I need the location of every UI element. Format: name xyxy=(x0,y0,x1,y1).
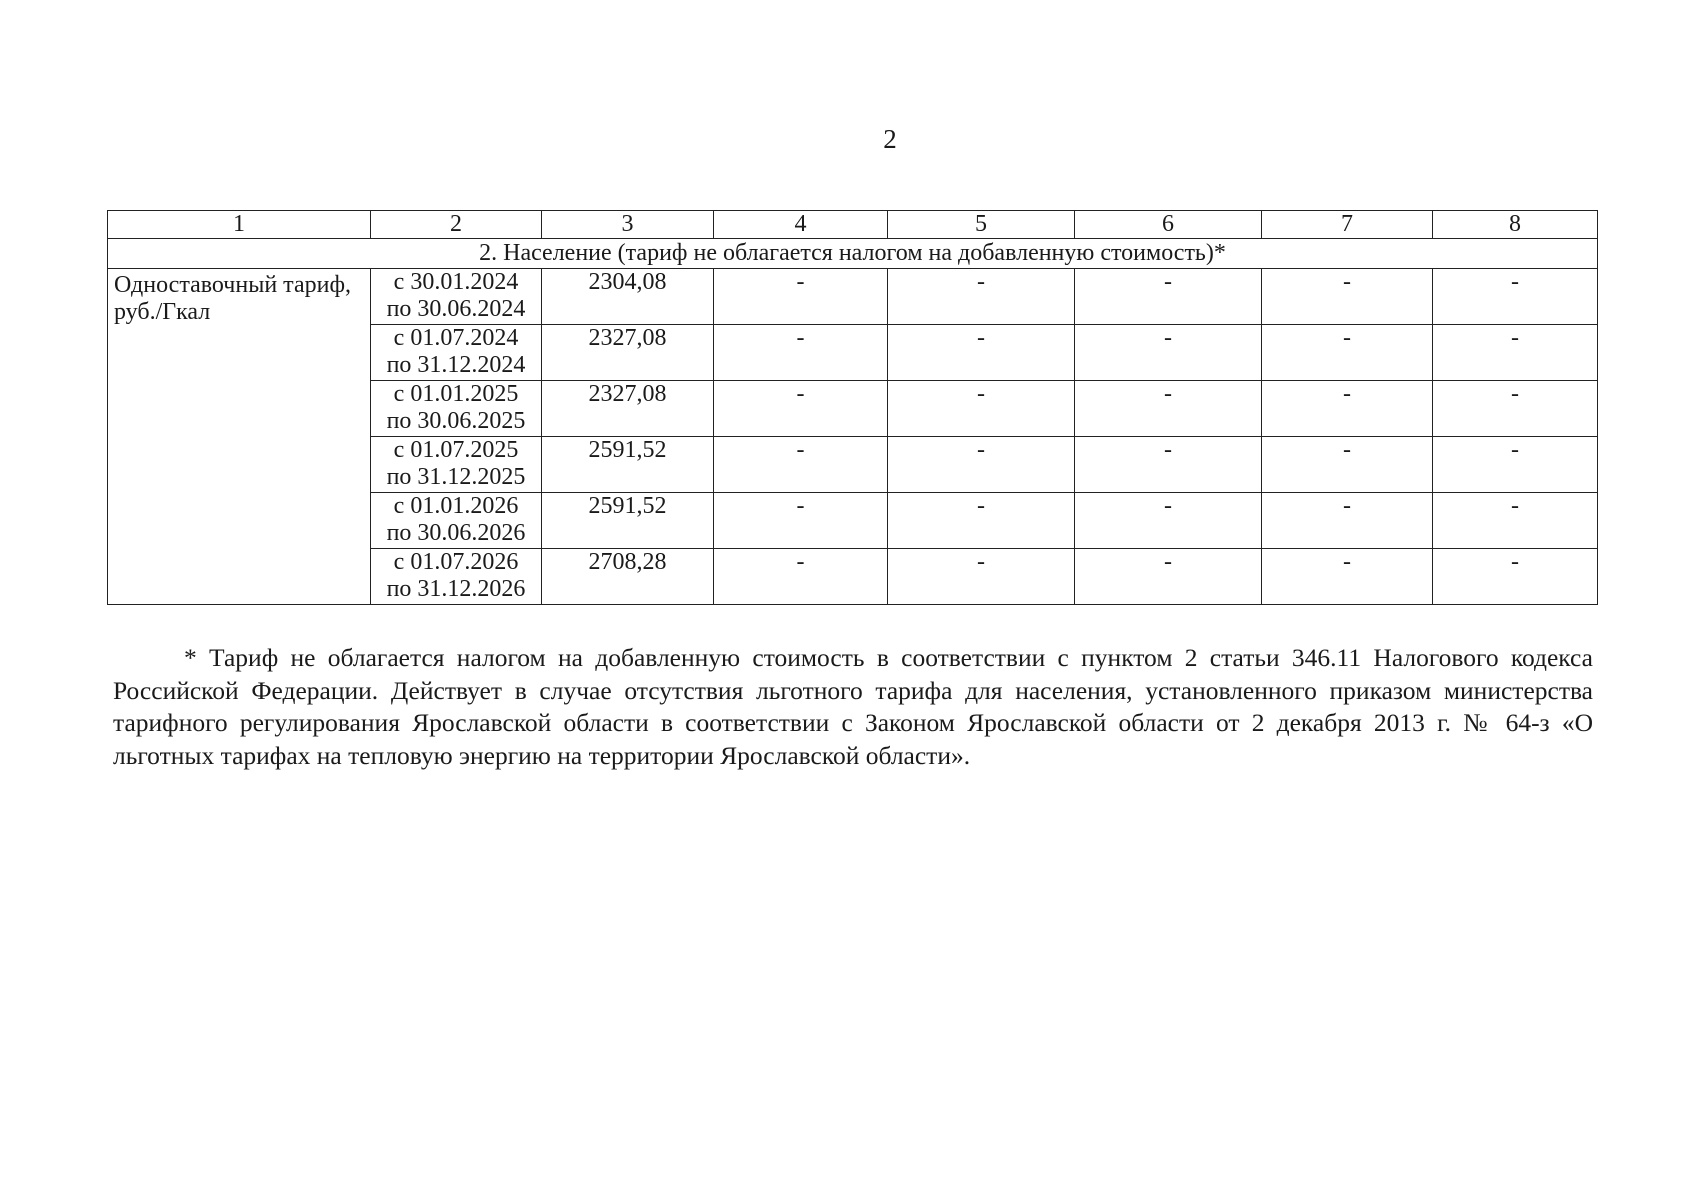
tariff-value-cell: 2591,52 xyxy=(542,437,714,493)
dash-cell: - xyxy=(1262,493,1433,549)
dash-cell: - xyxy=(1075,269,1262,325)
dash-cell: - xyxy=(1075,549,1262,605)
period-to: по 31.12.2026 xyxy=(386,576,526,602)
period-from: с 01.07.2024 xyxy=(393,325,519,351)
dash-cell: - xyxy=(1433,381,1598,437)
dash-cell: - xyxy=(888,493,1075,549)
period-cell xyxy=(371,381,542,437)
period-from: с 01.01.2025 xyxy=(393,381,519,407)
period-cell xyxy=(371,325,542,381)
tariff-value-cell: 2327,08 xyxy=(542,325,714,381)
dash-cell: - xyxy=(1433,325,1598,381)
period-cell xyxy=(371,437,542,493)
section-title: 2. Население (тариф не облагается налогом на добавленную стоимость)* xyxy=(108,239,1598,269)
period-to: по 30.06.2026 xyxy=(386,520,526,546)
tariff-value-cell: 2591,52 xyxy=(542,493,714,549)
period-from: с 01.07.2025 xyxy=(393,437,519,463)
dash-cell: - xyxy=(888,549,1075,605)
dash-cell: - xyxy=(888,381,1075,437)
dash-cell: - xyxy=(714,381,888,437)
dash-cell: - xyxy=(888,269,1075,325)
dash-cell: - xyxy=(1262,269,1433,325)
footnote: * Тариф не облагается налогом на добавленную стоимость в соответствии с пунктом 2 статьи 346.11 Налогового кодекса Российской Федерации. Действует в случае отсутствия льготного тарифа для населения, установленного приказом министерства тарифного регулирования Ярославской области в соответствии с Законом Ярославской области от 2 декабря 2013 г. № 64-з «О льготных тарифах на тепловую энергию на территории Ярославской области». xyxy=(113,643,1593,770)
dash-cell: - xyxy=(1262,381,1433,437)
period-from: с 01.01.2026 xyxy=(393,493,519,519)
table-body xyxy=(108,211,1598,605)
dash-cell: - xyxy=(1262,325,1433,381)
dash-cell: - xyxy=(1262,549,1433,605)
dash-cell: - xyxy=(1075,437,1262,493)
dash-cell: - xyxy=(714,269,888,325)
dash-cell: - xyxy=(1075,493,1262,549)
column-number-cell: 1 xyxy=(108,211,371,239)
period-cell xyxy=(371,269,542,325)
table-row xyxy=(108,269,1598,325)
period-cell xyxy=(371,493,542,549)
tariff-value-cell: 2304,08 xyxy=(542,269,714,325)
column-number-row xyxy=(108,211,1598,239)
dash-cell: - xyxy=(714,493,888,549)
dash-cell: - xyxy=(1433,437,1598,493)
tariff-name-cell: Одноставочный тариф, руб./Гкал xyxy=(108,269,371,605)
column-number-cell: 5 xyxy=(888,211,1075,239)
period-to: по 31.12.2025 xyxy=(386,464,526,490)
column-number-cell: 8 xyxy=(1433,211,1598,239)
page-number: 2 xyxy=(883,124,897,154)
period-to: по 30.06.2025 xyxy=(386,408,526,434)
column-number-cell: 2 xyxy=(371,211,542,239)
tariff-value-cell: 2708,28 xyxy=(542,549,714,605)
dash-cell: - xyxy=(1262,437,1433,493)
column-number-cell: 3 xyxy=(542,211,714,239)
column-number-cell: 6 xyxy=(1075,211,1262,239)
tariff-value-cell: 2327,08 xyxy=(542,381,714,437)
column-number-cell: 7 xyxy=(1262,211,1433,239)
period-to: по 31.12.2024 xyxy=(386,352,526,378)
period-cell xyxy=(371,549,542,605)
tariff-table xyxy=(107,210,1598,605)
dash-cell: - xyxy=(1433,549,1598,605)
dash-cell: - xyxy=(714,325,888,381)
dash-cell: - xyxy=(1433,269,1598,325)
dash-cell: - xyxy=(888,325,1075,381)
dash-cell: - xyxy=(1075,381,1262,437)
period-from: с 01.07.2026 xyxy=(393,549,519,575)
section-row xyxy=(108,239,1598,269)
dash-cell: - xyxy=(714,549,888,605)
dash-cell: - xyxy=(1433,493,1598,549)
period-from: с 30.01.2024 xyxy=(393,269,519,295)
period-to: по 30.06.2024 xyxy=(386,296,526,322)
dash-cell: - xyxy=(1075,325,1262,381)
dash-cell: - xyxy=(888,437,1075,493)
column-number-cell: 4 xyxy=(714,211,888,239)
dash-cell: - xyxy=(714,437,888,493)
